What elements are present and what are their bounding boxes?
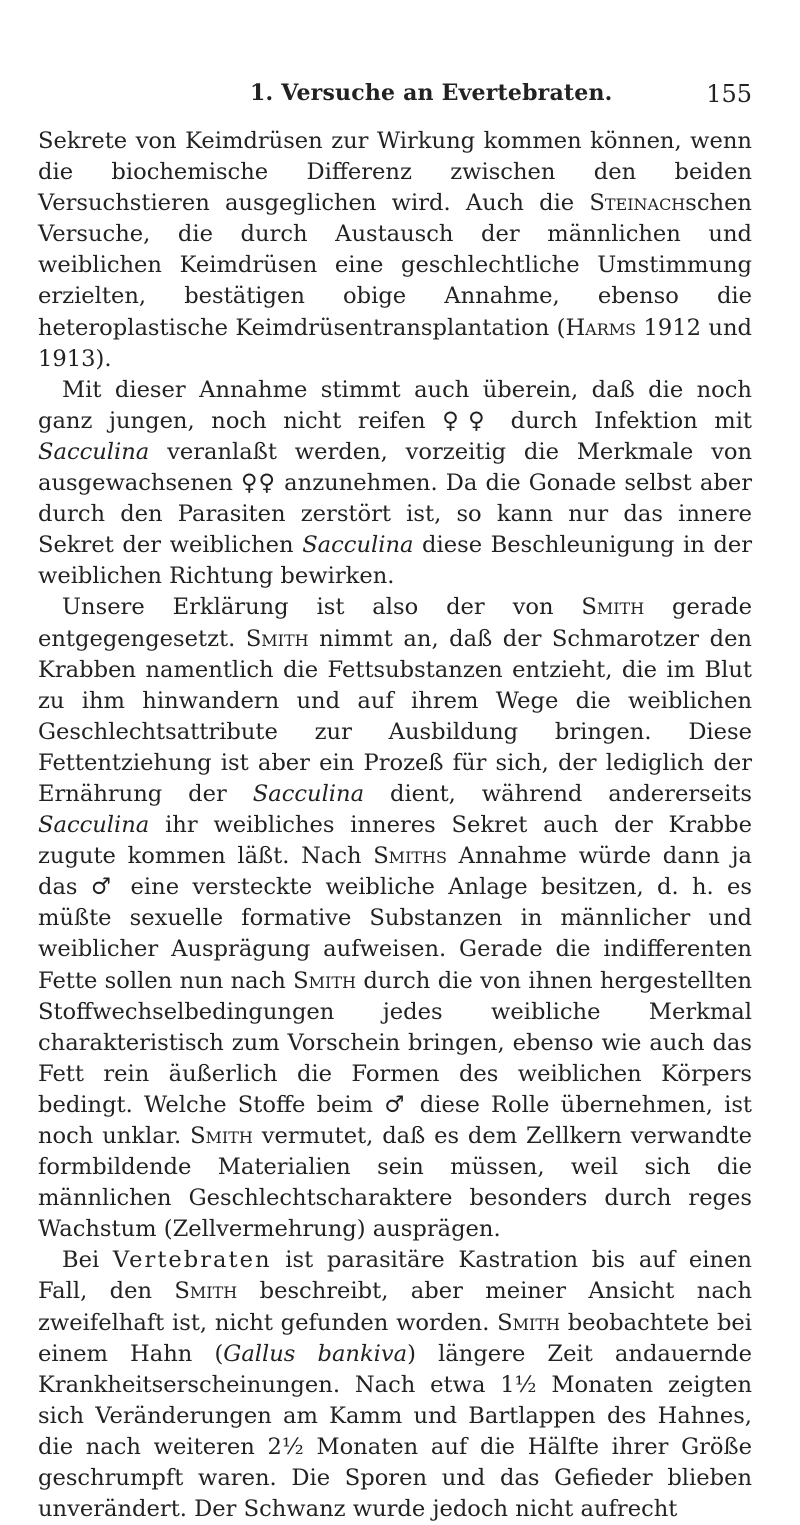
text-run: Unsere Erklärung ist also der von bbox=[62, 594, 582, 621]
text-run: beschreibt, aber meiner Ansicht nach zweifelhaft ist, nicht gefunden worden. bbox=[38, 1278, 752, 1336]
author-name: Harms bbox=[565, 314, 637, 341]
author-name: Smith bbox=[245, 625, 309, 652]
body-text bbox=[38, 126, 752, 1525]
taxon-name: Sacculina bbox=[252, 780, 365, 807]
paragraph-1 bbox=[38, 126, 752, 375]
author-name: Smith bbox=[190, 1123, 253, 1149]
text-run: schen Versuche, die durch Austausch der männlichen und weiblichen Keimdrüsen eine geschlechtliche Umstimmung erzielten, bestätigen obige Annahme, ebenso die heteroplastische Keimdrüsentransplantation ( bbox=[38, 190, 752, 341]
text-run: vermutet, daß es dem Zellkern verwandte formbildende Materialien sein müssen, weil sich die männlichen Geschlechtscharaktere besonders durch reges Wachstum (Zellvermehrung) ausprägen. bbox=[38, 1123, 753, 1243]
text-run: ) längere Zeit andauernde Krankheitserscheinungen. Nach etwa 1½ Monaten zeigten sich Veränderungen am Kamm und Bartlappen des Hahnes, die nach weiteren 2½ Monaten auf die Hälfte ihrer Größe geschrumpft waren. Die Sporen und das Gefieder blieben unverändert. Der Schwanz wurde jedoch nicht aufrecht bbox=[38, 1340, 752, 1523]
text-run: nimmt an, daß der Schmarotzer den Krabben namentlich die Fettsubstanzen entzieht, die im Blut zu ihm hinwandern und auf ihrem Wege die weiblichen Geschlechtsattribute zur Ausbildung bringen. Diese Fettentziehung ist aber ein Prozeß für sich, der lediglich der Ernährung der bbox=[38, 625, 752, 807]
taxon-name: Sacculina bbox=[38, 812, 150, 839]
author-name: Steinach bbox=[589, 190, 686, 217]
running-head: 1. Versuche an Evertebraten. bbox=[250, 80, 613, 106]
text-run: ist parasitäre Kastration bis auf einen Fall, den bbox=[38, 1247, 752, 1305]
text-run: gerade entgegengesetzt. bbox=[38, 594, 753, 652]
text-run: veranlaßt werden, vorzeitig die Merkmale von ausgewachsenen ♀♀ anzunehmen. Da die Gonade selbst aber durch den Parasiten zerstört ist, so kann nur das innere Sekret der weiblichen bbox=[38, 438, 752, 559]
text-run: dient, während andererseits bbox=[364, 780, 752, 807]
author-name: Smith bbox=[497, 1309, 560, 1336]
paragraph-4 bbox=[38, 1245, 752, 1525]
text-run: Sekrete von Keimdrüsen zur Wirkung kommen können, wenn die biochemische Differenz zwischen den beiden Versuchstieren ausgeglichen wird. Auch die bbox=[38, 128, 752, 217]
text-run: diese Beschleunigung in der weiblichen Richtung bewirken. bbox=[38, 532, 752, 590]
text-run: Mit dieser Annahme stimmt auch überein, daß die noch ganz jungen, noch nicht reifen ♀♀ durch Infektion mit bbox=[38, 376, 752, 434]
page-header bbox=[38, 80, 752, 114]
text-run: 1912 und 1913). bbox=[38, 314, 752, 372]
author-name: Smith bbox=[174, 1278, 238, 1305]
page-number: 155 bbox=[706, 80, 752, 108]
author-name: Smith bbox=[293, 967, 356, 994]
text-run: beobachtete bei einem Hahn ( bbox=[38, 1309, 753, 1367]
author-name: Smith bbox=[581, 594, 645, 621]
paragraph-2 bbox=[38, 375, 752, 593]
text-run: Annahme würde dann ja das ♂ eine versteckte weibliche Anlage besitzen, d. h. es müßte sexuelle formative Substanzen in männlicher und weiblicher Ausprägung aufweisen. Gerade die indifferenten Fette sollen nun nach bbox=[38, 843, 752, 994]
taxon-name: Gallus bankiva bbox=[223, 1340, 408, 1367]
text-run: Bei bbox=[62, 1247, 113, 1274]
author-name: Smiths bbox=[373, 843, 447, 870]
text-run: ihr weibliches inneres Sekret auch der Krabbe zugute kommen läßt. Nach bbox=[38, 812, 752, 870]
paragraph-3 bbox=[38, 592, 752, 1245]
taxon-name: Sacculina bbox=[302, 532, 414, 559]
taxon-name: Sacculina bbox=[38, 438, 150, 465]
text-run: durch die von ihnen hergestellten Stoffwechselbedingungen jedes weibliche Merkmal charakteristisch zum Vorschein bringen, ebenso wie auch das Fett rein äußerlich die Formen des weiblichen Körpers bedingt. Welche Stoffe beim ♂ diese Rolle übernehmen, ist noch unklar. bbox=[38, 967, 752, 1149]
emphasis-spaced: Vertebraten bbox=[112, 1247, 272, 1274]
